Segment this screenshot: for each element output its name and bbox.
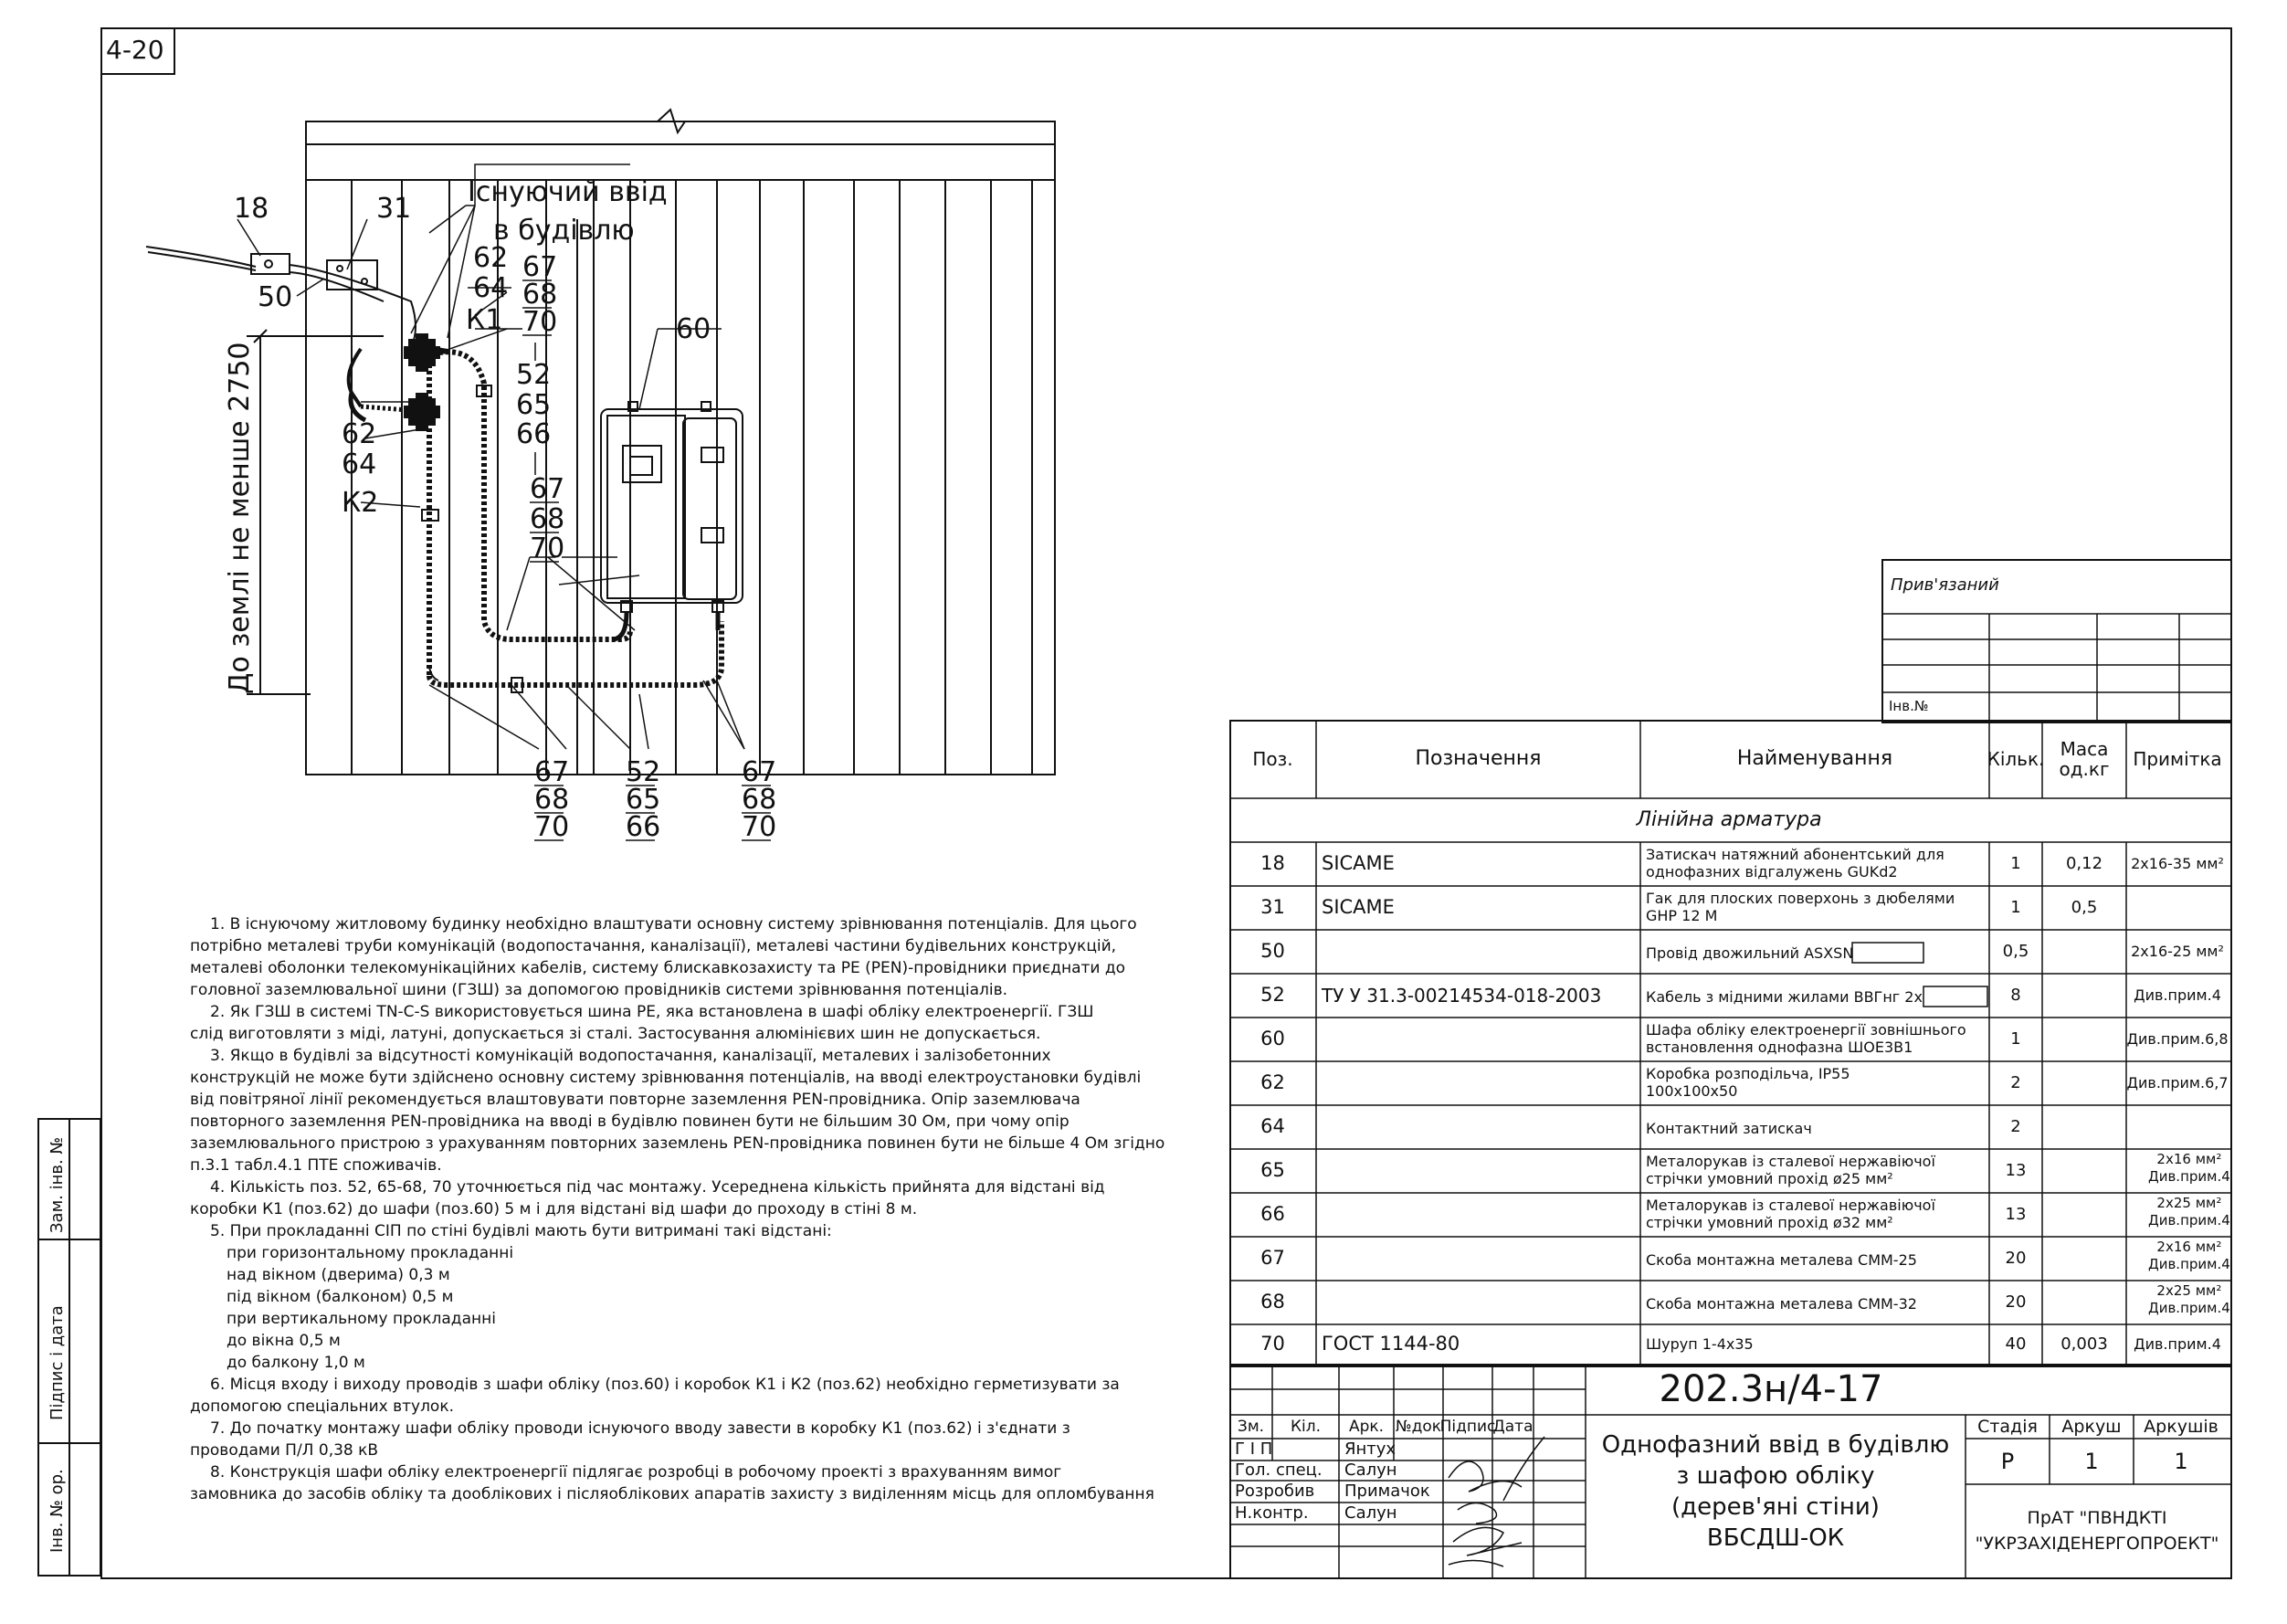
callout-68a: 68	[522, 279, 558, 311]
callout-65b: 65	[626, 784, 661, 816]
note-line: допомогою спеціальних втулок.	[190, 1397, 455, 1416]
row-qty: 2	[2010, 1073, 2021, 1093]
row-name: Скоба монтажна металева СММ-25	[1646, 1251, 1917, 1269]
col-header-date: Дата	[1492, 1417, 1533, 1436]
col-header-sheet: Арк.	[1348, 1417, 1385, 1436]
header-name: Найменування	[1736, 746, 1893, 770]
meter-cabinet	[601, 402, 743, 612]
attached-title: Прив'язаний	[1891, 575, 1999, 595]
note-line: конструкцій не може бути здійснено основну систему зрівнювання потенціалів, на вводі електроустановки будівлі	[190, 1069, 1142, 1087]
callout-31: 31	[376, 193, 412, 225]
callout-62b: 62	[342, 418, 377, 450]
row-note: 2х16-25 мм²	[2131, 943, 2224, 961]
drawing-title: Однофазний ввід в будівлю з шафою обліку (дерев'яні стіни) ВБСДШ-ОК	[1601, 1431, 1950, 1552]
row-note: 2х16-35 мм²	[2131, 855, 2224, 873]
note-line: 1. В існуючому житловому будинку необхідно влаштувати основну систему зрівнювання потенціалів. Для цього	[210, 915, 1137, 933]
stage-label: Стадія	[1977, 1416, 2038, 1437]
callout-70b: 70	[530, 533, 565, 564]
row-mass: 0,003	[2060, 1334, 2108, 1355]
row-note	[2126, 886, 2229, 930]
callout-62a: 62	[473, 242, 509, 274]
blank-box-50	[1852, 943, 1923, 963]
row-qty: 20	[2005, 1292, 2027, 1313]
callout-65a: 65	[516, 389, 552, 421]
note-line: металеві оболонки телекомунікаційних кабелів, систему блискавкозахисту та PE (PEN)-провідники приєднати до	[190, 959, 1126, 977]
installation-drawing	[0, 0, 1187, 868]
row-name: Коробка розподільча, IP55 100х100х50	[1646, 1065, 1850, 1100]
header-qty: Кільк.	[1987, 748, 2045, 770]
note-line: повторного заземлення PEN-провідника на вводі в будівлю повинен бути не більшим 30 Ом, при чому опір	[190, 1113, 1070, 1131]
callout-k1: К1	[466, 304, 503, 336]
row-pos: 66	[1260, 1203, 1285, 1226]
callout-67a: 67	[522, 251, 558, 283]
callout-67c: 67	[534, 756, 570, 788]
note-line: заземлювального пристрою з урахуванням повторних заземлень PEN-провідника повинен бути не більше 4 Ом згідно	[190, 1134, 1165, 1153]
row-note: Див.прим.4	[2134, 1335, 2221, 1354]
row-note: 2х16 мм² Див.прим.4	[2148, 1239, 2230, 1272]
note-line: до вікна 0,5 м	[227, 1332, 341, 1350]
sheet-value: 1	[2084, 1448, 2099, 1474]
row-name: Контактний затискач	[1646, 1120, 1812, 1137]
callout-66b: 66	[626, 811, 661, 843]
row-qty: 40	[2005, 1334, 2027, 1355]
junction-box-k1	[405, 334, 439, 371]
callout-68b: 68	[530, 503, 565, 535]
note-line: 8. Конструкція шафи обліку електроенергії підлягає розробці в робочому проекті з врахуванням вимог	[210, 1463, 1062, 1482]
callout-18: 18	[234, 193, 269, 225]
row-note: 2х25 мм² Див.прим.4	[2148, 1282, 2230, 1316]
callout-existing-entry-1: Існуючий ввід	[468, 176, 668, 208]
header-designation: Позначення	[1415, 746, 1542, 770]
row-name: Скоба монтажна металева СММ-32	[1646, 1295, 1917, 1313]
callout-64b: 64	[342, 448, 377, 480]
name-developer: Примачок	[1344, 1482, 1430, 1502]
row-note: 2х25 мм² Див.прим.4	[2148, 1195, 2230, 1229]
callout-52b: 52	[626, 756, 661, 788]
callout-existing-entry-2: в будівлю	[493, 215, 635, 247]
row-name: Гак для плоских поверхонь з дюбелями GHP 12 M	[1646, 890, 1955, 924]
row-qty: 0,5	[2002, 942, 2029, 962]
callout-70d: 70	[742, 811, 777, 843]
note-line: слід виготовляти з міді, латуні, допускається зі сталі. Застосування алюмінієвих шин не допускається.	[190, 1025, 1041, 1043]
note-line: над вікном (дверима) 0,3 м	[227, 1266, 450, 1284]
note-line: 5. При прокладанні СІП по стіні будівлі мають бути витримані такі відстані:	[210, 1222, 832, 1240]
general-notes	[190, 913, 1165, 1505]
note-line: при вертикальному прокладанні	[227, 1310, 496, 1328]
row-qty: 8	[2010, 986, 2021, 1006]
stamp-sign-date: Підпис і дата	[47, 1305, 67, 1420]
junction-box-k2	[405, 394, 439, 430]
section-title: Лінійна арматура	[1636, 807, 1822, 831]
note-line: 6. Місця входу і виходу проводів з шафи обліку (поз.60) і коробок К1 і К2 (поз.62) необхідно герметизувати за	[210, 1376, 1120, 1394]
header-note: Примітка	[2133, 748, 2222, 770]
organization: ПрАТ "ПВНДКТІ "УКРЗАХІДЕНЕРГОПРОЕКТ"	[1975, 1508, 2219, 1554]
sheets-value: 1	[2174, 1448, 2188, 1474]
row-pos: 60	[1260, 1028, 1285, 1050]
callout-67d: 67	[742, 756, 777, 788]
col-header-signature: Підпис	[1439, 1417, 1496, 1436]
row-note: Див.прим.4	[2134, 986, 2221, 1005]
callout-52a: 52	[516, 359, 552, 391]
row-pos: 18	[1260, 852, 1285, 875]
name-norm-control: Салун	[1344, 1503, 1397, 1524]
role-chief: Гол. спец.	[1235, 1461, 1323, 1481]
callout-k2: К2	[342, 487, 379, 519]
row-name: Затискач натяжний абонентський для однофазних відгалужень GUKd2	[1646, 846, 1944, 881]
name-gip: Янтух	[1344, 1439, 1396, 1460]
row-note: Див.прим.6,7	[2126, 1074, 2229, 1092]
row-qty: 1	[2010, 898, 2021, 918]
row-pos: 70	[1260, 1333, 1285, 1355]
row-mass: 0,5	[2071, 898, 2098, 918]
row-pos: 52	[1260, 984, 1285, 1007]
callout-50: 50	[258, 281, 293, 313]
wall-outline	[306, 121, 1055, 775]
row-name: Шафа обліку електроенергії зовнішнього встановлення однофазна ШОЕ3В1	[1646, 1021, 1966, 1056]
tension-clamp	[251, 254, 290, 274]
row-designation: ГОСТ 1144-80	[1322, 1333, 1460, 1355]
callout-68c: 68	[534, 784, 570, 816]
note-line: 7. До початку монтажу шафи обліку проводи існуючого вводу завести в коробку К1 (поз.62) і з'єднати з	[210, 1419, 1070, 1438]
callout-70c: 70	[534, 811, 570, 843]
row-designation: SICAME	[1322, 896, 1395, 919]
col-header-change: Зм.	[1237, 1417, 1265, 1436]
sheets-label: Аркушів	[2144, 1416, 2218, 1437]
header-pos: Поз.	[1252, 748, 1293, 770]
note-line: головної заземлювальної шини (ГЗШ) за допомогою провідників системи зрівнювання потенціалів.	[190, 981, 1008, 999]
callout-64a: 64	[473, 272, 509, 304]
col-header-qty: Кіл.	[1290, 1417, 1322, 1436]
role-norm-control: Н.контр.	[1235, 1503, 1309, 1524]
blank-box-52	[1923, 986, 1987, 1007]
note-line: при горизонтальному прокладанні	[227, 1244, 514, 1262]
note-line: під вікном (балконом) 0,5 м	[227, 1288, 454, 1306]
sheet-number: 4-20	[106, 35, 164, 65]
stage-value: Р	[2000, 1448, 2015, 1474]
role-gip: Г І П	[1235, 1439, 1273, 1460]
row-pos: 68	[1260, 1291, 1285, 1313]
note-line: від повітряної лінії рекомендується влаштовувати повторне заземлення PEN-провідника. Опір заземлювача	[190, 1091, 1080, 1109]
sheet-label: Аркуш	[2061, 1416, 2122, 1437]
note-line: 4. Кількість поз. 52, 65-68, 70 уточнюється під час монтажу. Усереднена кількість прийнята для відстані від	[210, 1178, 1105, 1197]
callout-60: 60	[676, 313, 711, 345]
row-name: Провід двожильний ASXSN	[1646, 944, 1854, 962]
role-developer: Розробив	[1235, 1482, 1315, 1502]
row-qty: 1	[2010, 854, 2021, 874]
row-pos: 64	[1260, 1115, 1285, 1138]
row-qty: 13	[2005, 1161, 2027, 1181]
row-designation: ТУ У 31.3-00214534-018-2003	[1322, 985, 1602, 1007]
callout-68d: 68	[742, 784, 777, 816]
row-pos: 65	[1260, 1159, 1285, 1182]
callout-67b: 67	[530, 473, 565, 505]
stamp-inv-orig: Інв. № ор.	[47, 1469, 67, 1553]
document-code: 202.3н/4-17	[1659, 1368, 1883, 1410]
row-name: Шуруп 1-4х35	[1646, 1335, 1754, 1353]
row-note: 2х16 мм² Див.прим.4	[2148, 1151, 2230, 1185]
col-header-doc: №док	[1395, 1417, 1442, 1436]
row-note: Див.прим.6,8	[2126, 1030, 2229, 1049]
note-line: коробки К1 (поз.62) до шафи (поз.60) 5 м і для відстані від шафи до проходу в стіні 8 м.	[190, 1200, 918, 1218]
stamp-inv-replace: Зам. інв. №	[47, 1136, 67, 1233]
row-name: Металорукав із сталевої нержавіючої стрічки умовний прохід ø32 мм²	[1646, 1197, 1935, 1231]
attached-grid	[1881, 559, 2230, 722]
row-mass: 0,12	[2065, 854, 2103, 874]
side-stamp	[37, 1119, 102, 1576]
callout-66a: 66	[516, 418, 552, 450]
note-line: замовника до засобів обліку та дооблікових і післяоблікових апаратів захисту з виділенням місць для опломбування	[190, 1485, 1154, 1503]
row-pos: 67	[1260, 1247, 1285, 1270]
row-pos: 50	[1260, 940, 1285, 963]
callout-70a: 70	[522, 306, 558, 338]
attached-inv-label: Інв.№	[1889, 698, 1929, 714]
header-mass: Маса од.кг	[2059, 738, 2110, 780]
row-qty: 20	[2005, 1249, 2027, 1269]
row-qty: 13	[2005, 1205, 2027, 1225]
row-designation: SICAME	[1322, 852, 1395, 875]
row-qty: 2	[2010, 1117, 2021, 1137]
row-name: Металорукав із сталевої нержавіючої стрічки умовний прохід ø25 мм²	[1646, 1153, 1935, 1187]
height-dimension-label: До землі не менше 2750	[224, 342, 256, 694]
name-chief: Салун	[1344, 1461, 1397, 1481]
note-line: потрібно металеві труби комунікацій (водопостачання, каналізації), металеві частини будівельних конструкцій,	[190, 937, 1117, 955]
row-name: Кабель з мідними жилами ВВГнг 2х	[1646, 988, 1923, 1006]
note-line: 2. Як ГЗШ в системі TN-C-S використовується шина PE, яка встановлена в шафі обліку електроенергії. ГЗШ	[210, 1003, 1094, 1021]
note-line: п.3.1 табл.4.1 ПТЕ споживачів.	[190, 1156, 442, 1175]
note-line: 3. Якщо в будівлі за відсутності комунікацій водопостачання, каналізації, металевих і залізобетонних	[210, 1047, 1051, 1065]
row-pos: 62	[1260, 1071, 1285, 1094]
row-qty: 1	[2010, 1029, 2021, 1049]
note-line: до балкону 1,0 м	[227, 1354, 365, 1372]
note-line: проводами П/Л 0,38 кВ	[190, 1441, 379, 1460]
row-pos: 31	[1260, 896, 1285, 919]
